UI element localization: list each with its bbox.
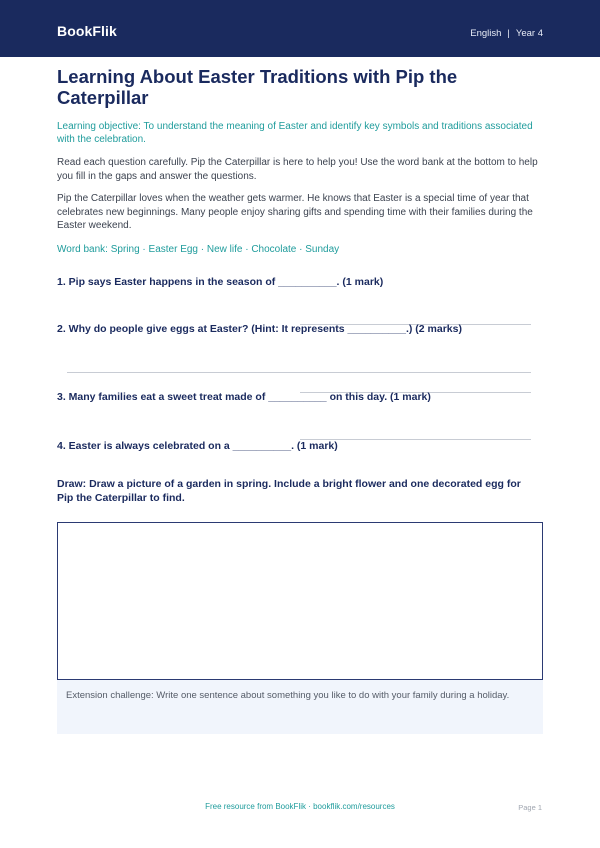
draw-prompt: Draw: Draw a picture of a garden in spring. Include a bright flower and one decorated egg for Pip the Caterpillar to find.	[57, 478, 521, 504]
header-meta	[470, 28, 543, 39]
footer-credit[interactable]: Free resource from BookFlik · bookflik.com/resources	[205, 802, 395, 811]
question-3: 3. Many families eat a sweet treat made of __________ on this day. (1 mark)	[57, 391, 431, 403]
year-label: Year 4	[515, 28, 543, 39]
extension-challenge-text: Extension challenge: Write one sentence about something you like to do with your family during a holiday.	[66, 690, 510, 701]
word-bank: Word bank: Spring · Easter Egg · New life · Chocolate · Sunday	[57, 244, 340, 255]
instructions-paragraph: Read each question carefully. Pip the Caterpillar is here to help you! Use the word bank at the bottom to help you fill in the gaps and answer the questions.	[57, 157, 538, 182]
extension-challenge-box	[57, 680, 543, 734]
question-1: 1. Pip says Easter happens in the season of __________. (1 mark)	[57, 276, 384, 288]
site-header	[0, 0, 600, 57]
drawing-area[interactable]	[57, 522, 543, 680]
question-4: 4. Easter is always celebrated on a __________. (1 mark)	[57, 440, 338, 452]
answer-line[interactable]	[67, 372, 531, 373]
learning-objective: Learning objective: To understand the meaning of Easter and identify key symbols and traditions associated with the celebration.	[57, 121, 533, 145]
worksheet-title: Learning About Easter Traditions with Pip the Caterpillar	[57, 66, 458, 108]
story-paragraph: Pip the Caterpillar loves when the weather gets warmer. He knows that Easter is a special time of year that celebrates new beginnings. Many people enjoy sharing gifts and spending time with their families during the Easter weekend.	[57, 193, 533, 231]
question-2: 2. Why do people give eggs at Easter? (Hint: It represents __________.) (2 marks)	[57, 323, 462, 335]
subject-label: English	[470, 28, 502, 39]
brand-logo[interactable]: BookFlik	[57, 23, 117, 39]
page-number: Page 1	[518, 803, 542, 812]
header-separator: |	[507, 28, 510, 39]
